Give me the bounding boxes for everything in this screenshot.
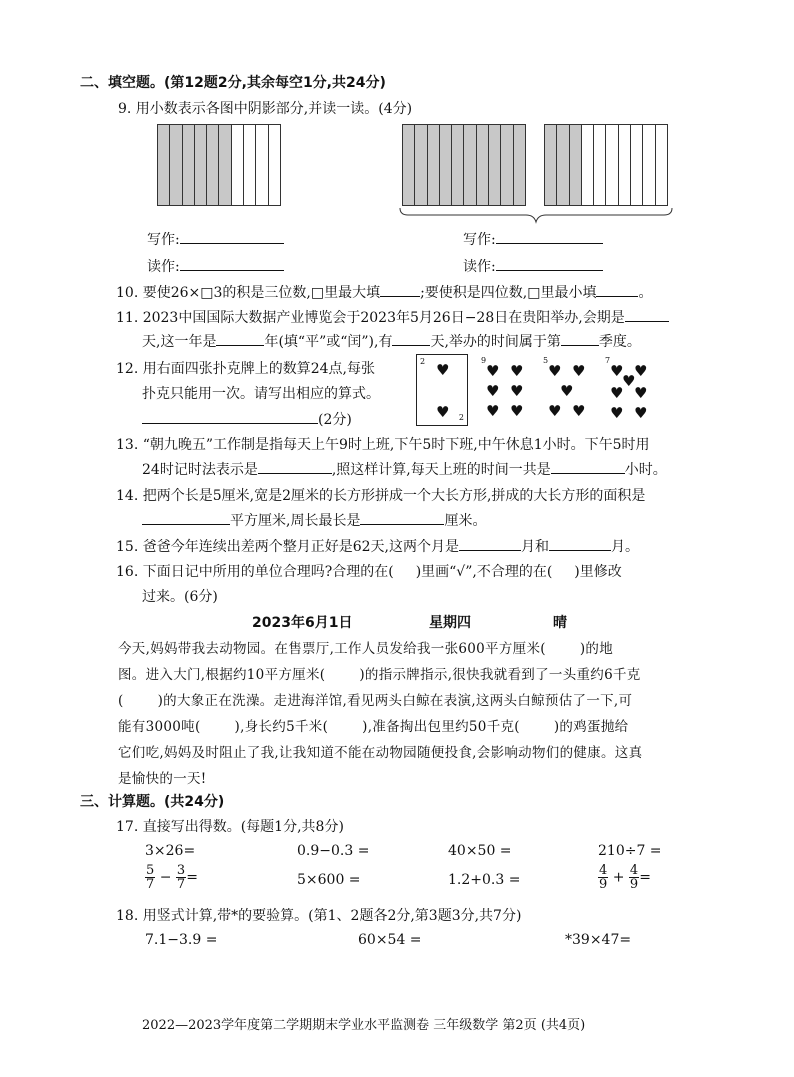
q14-blank-1[interactable] xyxy=(142,510,230,525)
heart-icon: ♥ xyxy=(634,384,648,402)
heart-icon: ♥ xyxy=(548,362,562,380)
tenth-strip xyxy=(428,125,440,205)
diary-line-1 xyxy=(118,637,613,657)
playing-card-9 xyxy=(478,354,530,426)
q10-blank-1[interactable] xyxy=(380,282,420,297)
write-label: 写作: xyxy=(463,232,496,248)
diary-text: )的指示牌指示,很快我就看到了一头重约6千克 xyxy=(359,667,641,683)
q12-blank[interactable] xyxy=(142,409,318,424)
card-rank: 7 xyxy=(605,356,611,365)
denominator: 7 xyxy=(146,877,155,892)
denominator: 7 xyxy=(176,877,186,892)
tenth-strip xyxy=(570,125,582,205)
q10-text-c: 。 xyxy=(638,285,653,301)
q17-item-8 xyxy=(598,864,651,891)
playing-card-2 xyxy=(416,354,468,426)
tenth-strip xyxy=(489,125,501,205)
heart-icon: ♥ xyxy=(436,403,450,421)
equals-sign: = xyxy=(639,869,651,886)
q14-text-a: 平方厘米,周长最长是 xyxy=(230,513,361,529)
q15-blank-2[interactable] xyxy=(549,536,611,551)
q17-item-5 xyxy=(145,864,198,891)
q9-write-2-blank[interactable] xyxy=(496,229,603,244)
tenth-strip xyxy=(514,125,525,205)
q10 xyxy=(116,282,652,302)
q9-brace xyxy=(398,206,674,224)
playing-card-7 xyxy=(602,354,654,426)
q15-text-b: 月和 xyxy=(520,539,549,555)
q16-text-b: )里画“√”,不合理的在( xyxy=(415,564,553,580)
diary-text: ),身长约5千米( xyxy=(234,719,329,735)
q17-item-4: 210÷7 = xyxy=(598,843,662,859)
heart-icon: ♥ xyxy=(610,384,624,402)
heart-icon: ♥ xyxy=(572,362,586,380)
tenth-strip xyxy=(158,125,170,205)
tenth-strip xyxy=(594,125,606,205)
q10-blank-2[interactable] xyxy=(596,282,638,297)
section-2-title: 二、填空题。(第12题2分,其余每空1分,共24分) xyxy=(80,75,386,91)
q17-item-1: 3×26= xyxy=(145,843,196,859)
tenth-strip xyxy=(207,125,219,205)
write-label: 写作: xyxy=(147,232,180,248)
q11-line-1 xyxy=(116,307,669,327)
q9-figure-2a xyxy=(402,124,526,206)
heart-icon: ♥ xyxy=(610,404,624,422)
q12-points: (2分) xyxy=(318,412,352,428)
read-label: 读作: xyxy=(147,259,180,275)
heart-icon: ♥ xyxy=(610,362,624,380)
q9-figure-1 xyxy=(157,124,281,206)
heart-icon: ♥ xyxy=(634,404,648,422)
q9-write-1-blank[interactable] xyxy=(180,229,284,244)
q16-line-2: 过来。(6分) xyxy=(142,589,218,605)
q10-text-a: 10. 要使26×□3的积是三位数,□里最大填 xyxy=(116,285,381,301)
q15 xyxy=(116,536,639,556)
q14-line-1: 14. 把两个长是5厘米,宽是2厘米的长方形拼成一个大长方形,拼成的大长方形的面积是 xyxy=(116,488,646,504)
tenth-strip xyxy=(631,125,643,205)
card-rank: 9 xyxy=(481,356,487,365)
heart-icon: ♥ xyxy=(486,402,500,420)
q15-blank-1[interactable] xyxy=(459,536,521,551)
card-rank: 5 xyxy=(543,356,549,365)
q12-line-3 xyxy=(142,409,352,429)
q17-item-2: 0.9−0.3 = xyxy=(297,843,370,859)
heart-icon: ♥ xyxy=(560,382,574,400)
page-footer: 2022—2023学年度第二学期期末学业水平监测卷 三年级数学 第2页 (共4页) xyxy=(142,1018,586,1033)
q9-read-2-blank[interactable] xyxy=(496,256,603,271)
diary-line-6: 是愉快的一天! xyxy=(118,771,207,787)
heart-icon: ♥ xyxy=(510,402,524,420)
q13-text-c: 小时。 xyxy=(624,462,667,478)
heart-icon: ♥ xyxy=(486,362,500,380)
diary-line-5: 它们吃,妈妈及时阻止了我,让我知道不能在动物园随便投食,会影响动物们的健康。这真 xyxy=(118,745,643,761)
playing-card-5 xyxy=(540,354,592,426)
diary-text: )的地 xyxy=(579,641,613,657)
q9-figure-2b xyxy=(544,124,668,206)
card-rank: 2 xyxy=(420,357,426,366)
numerator: 5 xyxy=(146,863,155,878)
tenth-strip xyxy=(477,125,489,205)
tenth-strip xyxy=(501,125,513,205)
section-3-title: 三、计算题。(共24分) xyxy=(80,794,225,810)
denominator: 9 xyxy=(629,877,639,892)
tenth-strip xyxy=(643,125,655,205)
q10-text-b: ;要使积是四位数,□里最小填 xyxy=(420,285,597,301)
q14-text-b: 厘米。 xyxy=(444,513,487,529)
numerator: 4 xyxy=(629,863,639,878)
q17-item-7: 1.2+0.3 = xyxy=(448,872,521,888)
q11-blank-4[interactable] xyxy=(561,331,599,346)
heart-icon: ♥ xyxy=(634,362,648,380)
q17-item-6: 5×600 = xyxy=(297,872,361,888)
heart-icon: ♥ xyxy=(622,372,636,390)
diary-weekday: 星期四 xyxy=(429,615,471,631)
q18-item-1: 7.1−3.9 = xyxy=(145,932,218,948)
diary-date: 2023年6月1日 xyxy=(252,615,353,631)
q9-read-2 xyxy=(463,256,603,276)
heart-icon: ♥ xyxy=(572,402,586,420)
tenth-strip xyxy=(244,125,256,205)
q12-line-1: 12. 用右面四张扑克牌上的数算24点,每张 xyxy=(116,361,375,377)
tenth-strip xyxy=(619,125,631,205)
q12-line-2: 扑克只能用一次。请写出相应的算式。 xyxy=(142,386,380,402)
q11-blank-2[interactable] xyxy=(216,331,264,346)
tenth-strip xyxy=(403,125,415,205)
tenth-strip xyxy=(464,125,476,205)
diary-line-2 xyxy=(118,663,641,683)
q14-line-2 xyxy=(142,510,486,530)
q16-line-1 xyxy=(116,561,622,581)
numerator: 4 xyxy=(599,863,608,878)
diary-text: )的大象正在洗澡。走进海洋馆,看见两头白鲸在表演,这两头白鲸预估了一下,可 xyxy=(157,693,633,709)
q15-text-a: 15. 爸爸今年连续出差两个整月正好是62天,这两个月是 xyxy=(116,539,459,555)
tenth-strip xyxy=(582,125,594,205)
q13-text-a: 24时记时法表示是 xyxy=(142,462,258,478)
q13-line-1: 13. “朝九晚五”工作制是指每天上午9时上班,下午5时下班,中午休息1小时。下午5时用 xyxy=(116,437,650,453)
q11-blank-1[interactable] xyxy=(625,307,669,322)
tenth-strip xyxy=(440,125,452,205)
q9-prompt: 9. 用小数表示各图中阴影部分,并读一读。(4分) xyxy=(118,101,413,117)
q18-item-2: 60×54 = xyxy=(358,932,422,948)
heart-icon: ♥ xyxy=(548,402,562,420)
read-label: 读作: xyxy=(463,259,496,275)
diary-text: 能有3000吨( xyxy=(118,719,201,735)
q9-read-1-blank[interactable] xyxy=(180,256,284,271)
tenth-strip xyxy=(415,125,427,205)
diary-line-3 xyxy=(118,689,632,709)
diary-text: )的鸡蛋抛给 xyxy=(553,719,629,735)
q11-text-b: 天,这一年是 xyxy=(142,334,217,350)
q9-read-1 xyxy=(147,256,284,276)
q13-blank-2[interactable] xyxy=(551,459,625,474)
q13-line-2 xyxy=(142,459,667,479)
q15-text-c: 月。 xyxy=(610,539,639,555)
tenth-strip xyxy=(195,125,207,205)
diary-text: ( xyxy=(118,693,124,709)
tenth-strip xyxy=(256,125,268,205)
q16-text-a: 16. 下面日记中所用的单位合理吗?合理的在( xyxy=(116,564,394,580)
q11-blank-3[interactable] xyxy=(392,331,430,346)
q11-text-a: 11. 2023中国国际大数据产业博览会于2023年5月26日−28日在贵阳举办,会期是 xyxy=(116,310,625,326)
q14-blank-2[interactable] xyxy=(360,510,444,525)
tenth-strip xyxy=(452,125,464,205)
tenth-strip xyxy=(656,125,667,205)
operator: + xyxy=(612,869,625,886)
q13-text-b: ,照这样计算,每天上班的时间一共是 xyxy=(331,462,551,478)
diary-text: 图。进入大门,根据约10平方厘米( xyxy=(118,667,326,683)
equals-sign: = xyxy=(186,869,198,886)
q17-prompt: 17. 直接写出得数。(每题1分,共8分) xyxy=(116,819,344,835)
numerator: 3 xyxy=(176,863,186,878)
denominator: 9 xyxy=(599,877,608,892)
tenth-strip xyxy=(219,125,231,205)
q16-text-c: )里修改 xyxy=(574,564,622,580)
q17-item-3: 40×50 = xyxy=(448,843,512,859)
q13-blank-1[interactable] xyxy=(258,459,332,474)
tenth-strip xyxy=(545,125,557,205)
tenth-strip xyxy=(557,125,569,205)
heart-icon: ♥ xyxy=(510,362,524,380)
diary-text: 今天,妈妈带我去动物园。在售票厅,工作人员发给我一张600平方厘米( xyxy=(118,641,546,657)
heart-icon: ♥ xyxy=(436,361,450,379)
diary-weather: 晴 xyxy=(553,615,567,631)
card-rank: 2 xyxy=(458,413,464,422)
heart-icon: ♥ xyxy=(486,382,500,400)
q11-line-2 xyxy=(142,331,641,351)
operator: − xyxy=(159,869,172,886)
q9-write-1 xyxy=(147,229,284,249)
diary-line-4 xyxy=(118,715,628,735)
q9-write-2 xyxy=(463,229,603,249)
tenth-strip xyxy=(183,125,195,205)
tenth-strip xyxy=(269,125,280,205)
tenth-strip xyxy=(232,125,244,205)
diary-text: ),准备掏出包里约50千克( xyxy=(362,719,520,735)
q11-text-c: 年(填“平”或“闰”),有 xyxy=(264,334,393,350)
heart-icon: ♥ xyxy=(510,382,524,400)
q11-text-e: 季度。 xyxy=(598,334,641,350)
tenth-strip xyxy=(170,125,182,205)
tenth-strip xyxy=(606,125,618,205)
q18-item-3: *39×47= xyxy=(565,932,632,948)
q11-text-d: 天,举办的时间属于第 xyxy=(430,334,561,350)
q18-prompt: 18. 用竖式计算,带*的要验算。(第1、2题各2分,第3题3分,共7分) xyxy=(116,908,522,924)
